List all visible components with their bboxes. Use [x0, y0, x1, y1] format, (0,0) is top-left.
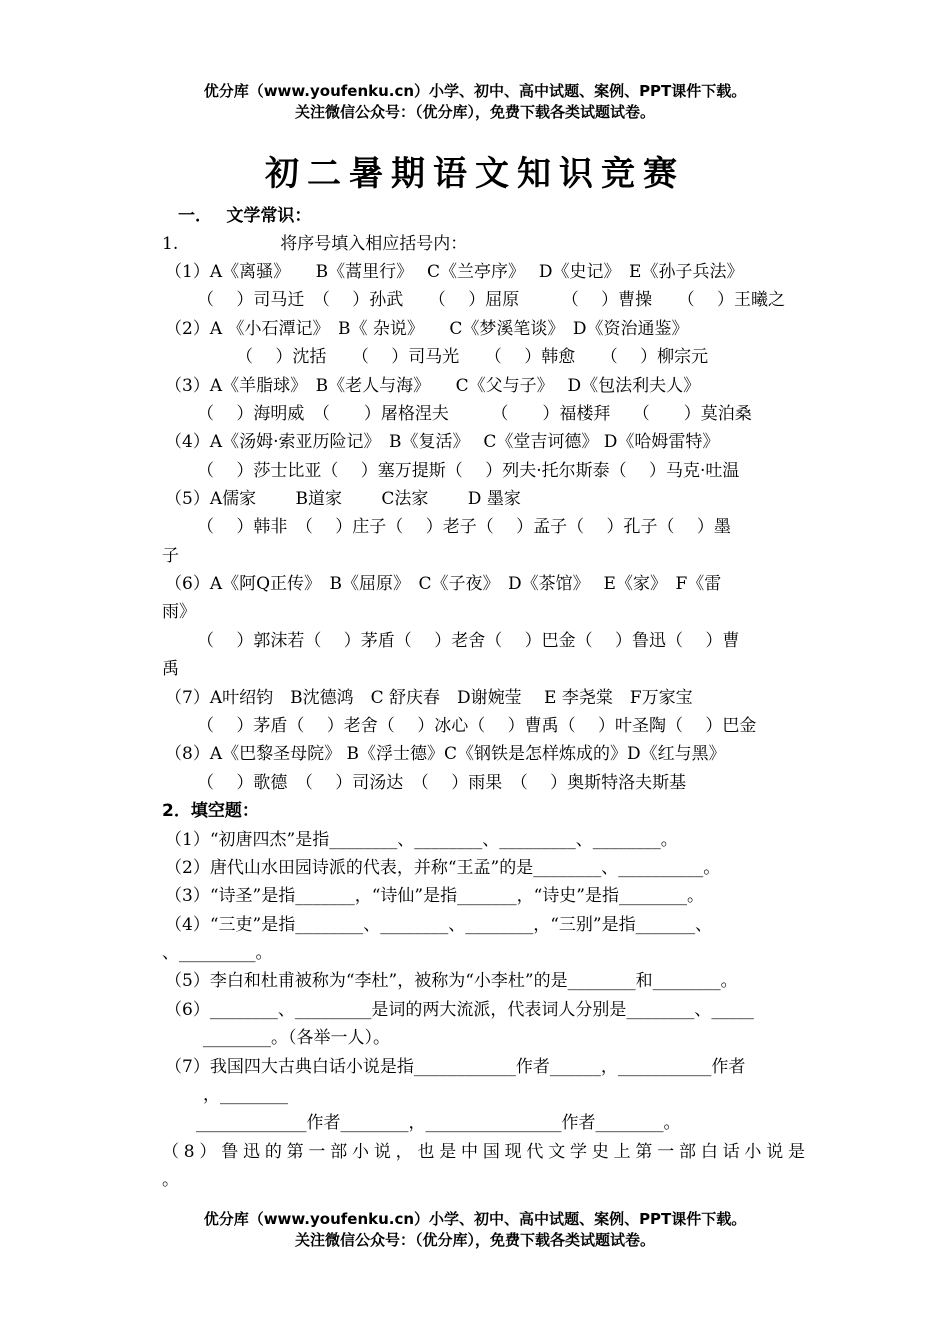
- group-3-options: （3）A《羊脂球》 B《老人与海》 C《父与子》 D《包法利夫人》: [165, 376, 701, 396]
- group-4-blanks: （ ）莎士比亚（ ）塞万提斯（ ）列夫·托尔斯泰（ ）马克·吐温: [197, 461, 740, 481]
- fill-question-4-wrap: 、_________。: [162, 943, 273, 963]
- group-6-options-wrap: 雨》: [162, 602, 196, 622]
- group-3-blanks: （ ）海明威 （ ）屠格涅夫 （ ）福楼拜 （ ）莫泊桑: [197, 404, 752, 424]
- group-4-options: （4）A《汤姆·索亚历险记》 B《复活》 C《堂吉诃德》 D《哈姆雷特》: [165, 432, 720, 452]
- fill-question-6-wrap: ________。（各举一人）。: [203, 1028, 390, 1048]
- group-8-options: （8）A《巴黎圣母院》 B《浮士德》C《钢铁是怎样炼成的》D《红与黑》: [165, 744, 726, 764]
- header-line-2: 关注微信公众号：（优分库），免费下载各类试题试卷。: [294, 103, 655, 121]
- fill-question-5: （5）李白和杜甫被称为“李杜”，被称为“小李杜”的是________和________。: [165, 971, 738, 991]
- group-6-blanks-wrap: 禹: [162, 659, 179, 679]
- group-7-blanks: （ ）茅盾（ ）老舍（ ）冰心（ ）曹禹（ ）叶圣陶（ ）巴金: [197, 716, 757, 736]
- group-5-blanks-wrap: 子: [162, 546, 179, 566]
- header-line-1: 优分库（www.youfenku.cn）小学、初中、高中试题、案例、PPT课件下载。: [203, 82, 747, 100]
- group-6-options: （6）A《阿Q正传》 B《屈原》 C《子夜》 D《茶馆》 E《家》 F《雷: [165, 574, 722, 594]
- fill-question-3: （3）“诗圣”是指_______，“诗仙”是指_______，“诗史”是指________。: [165, 886, 704, 906]
- footer-line-2: 关注微信公众号：（优分库），免费下载各类试题试卷。: [294, 1231, 655, 1249]
- group-6-blanks: （ ）郭沫若（ ）茅盾（ ）老舍（ ）巴金（ ）鲁迅（ ）曹: [197, 631, 740, 651]
- fill-question-8: （8）鲁迅的第一部小说，也是中国现代文学史上第一部白话小说是: [162, 1142, 810, 1162]
- question-1-instruction: 1. 将序号填入相应括号内：: [162, 234, 468, 254]
- group-2-blanks: （ ）沈括 （ ）司马光 （ ）韩愈 （ ）柳宗元: [236, 347, 709, 367]
- group-2-options: （2）A 《小石潭记》 B《 杂说》 C《梦溪笔谈》 D《资治通鉴》: [165, 319, 689, 339]
- fill-question-7-wrap-1: ，________: [203, 1085, 288, 1105]
- fill-question-4: （4）“三吏”是指________、________、________，“三别”是指_______、: [165, 915, 713, 935]
- group-1-blanks: （ ）司马迁 （ ）孙武 （ ）屈原 （ ）曹操 （ ）王曦之: [197, 290, 786, 310]
- group-5-blanks: （ ）韩非 （ ）庄子（ ）老子（ ）孟子（ ）孔子（ ）墨: [197, 517, 731, 537]
- fill-question-7: （7）我国四大古典白话小说是指____________作者______，___________作者: [165, 1057, 746, 1077]
- section-heading-fill-blank: 2．填空题：: [162, 801, 259, 821]
- section-heading-literature: 一． 文学常识：: [178, 206, 312, 226]
- fill-question-8-wrap: 。: [162, 1170, 179, 1190]
- fill-question-1: （1）“初唐四杰”是指________、________、_________、________。: [165, 830, 678, 850]
- page-title: 初二暑期语文知识竞赛: [265, 154, 685, 194]
- fill-question-7-wrap-2: _____________作者________，________________作者________。: [196, 1113, 681, 1133]
- group-5-options: （5）A儒家 B道家 C法家 D 墨家: [165, 489, 521, 509]
- group-1-options: （1）A《离骚》 B《蒿里行》 C《兰亭序》 D《史记》 E《孙子兵法》: [165, 262, 744, 282]
- group-7-options: （7）A叶绍钧 B沈德鸿 C 舒庆春 D谢婉莹 E 李尧棠 F万家宝: [165, 688, 693, 708]
- group-8-blanks: （ ）歌德 （ ）司汤达 （ ）雨果 （ ）奥斯特洛夫斯基: [197, 773, 687, 793]
- fill-question-6: （6）________、_________是词的两大流派，代表词人分别是________、_____: [165, 1000, 754, 1020]
- fill-question-2: （2）唐代山水田园诗派的代表，并称“王孟”的是________、__________。: [165, 858, 721, 878]
- footer-line-1: 优分库（www.youfenku.cn）小学、初中、高中试题、案例、PPT课件下载。: [203, 1210, 747, 1228]
